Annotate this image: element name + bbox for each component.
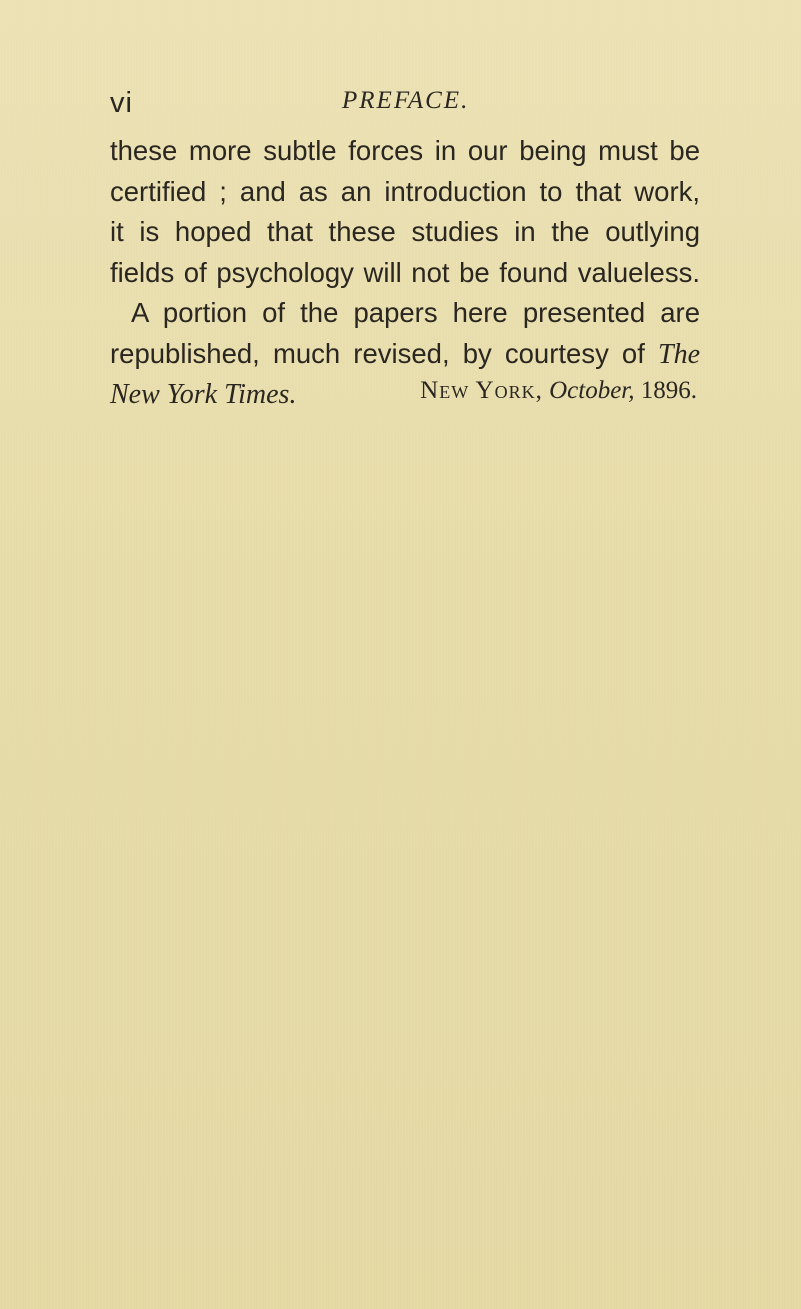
place-date-signature xyxy=(420,375,697,407)
text-line-5: A portion of the papers here presented are xyxy=(131,297,700,328)
page-number: vi xyxy=(110,87,133,119)
signature-place: New York, xyxy=(420,377,543,404)
text-line-6-roman: republished, much revised, by courtesy of xyxy=(110,337,645,369)
preface-body xyxy=(110,131,700,415)
signature-year: 1896. xyxy=(640,377,697,404)
page-header xyxy=(110,82,700,122)
signature-month: October, xyxy=(549,377,635,404)
text-line-1: these more subtle forces in our being must be xyxy=(110,135,700,166)
text-line-3: it is hoped that these studies in the outlying xyxy=(110,216,700,247)
newspaper-title-italic: New York Times. xyxy=(110,379,297,410)
running-head-title: PREFACE. xyxy=(342,87,470,114)
text-line-2: certified ; and as an introduction to that work, xyxy=(110,175,700,207)
text-line-4: fields of psychology will not be found valueless. xyxy=(110,256,700,288)
text-line-6 xyxy=(110,334,700,375)
text-line-6-italic: The xyxy=(658,338,700,370)
